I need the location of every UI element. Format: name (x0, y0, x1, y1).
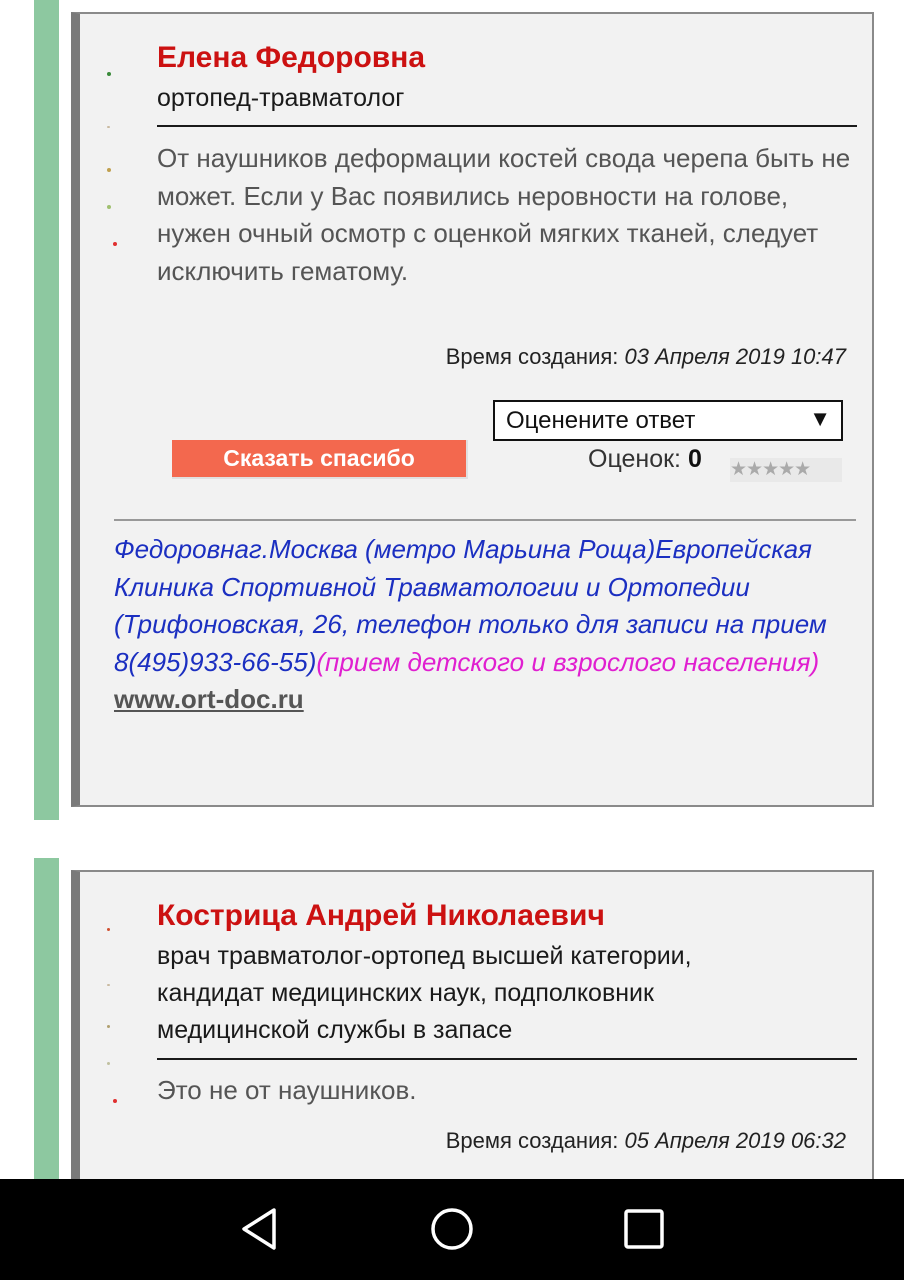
decor-dot (107, 205, 111, 209)
recents-icon[interactable] (619, 1204, 669, 1254)
decor-dot (107, 1062, 110, 1065)
rate-answer-select[interactable] (493, 400, 843, 441)
clinic-address-text: Федоровнаг.Москва (метро Марьина Роща)Европейская Клиника Спортивной Травматологии и Ортопедии (Трифоновская, 26, телефон только для записи на прием 8(495)933-66-55) (114, 534, 827, 677)
decor-dot (107, 168, 111, 172)
answer-text: Это не от наушников. (157, 1075, 417, 1105)
comment-card (71, 12, 874, 807)
star-rating-icon[interactable]: ★★★★★ (730, 458, 842, 482)
divider (157, 125, 857, 127)
author-name[interactable]: Елена Федоровна (157, 41, 426, 74)
author-role: ортопед-травматолог (157, 84, 405, 112)
home-icon[interactable] (427, 1204, 477, 1254)
comment-card (71, 870, 874, 1200)
created-label: Время создания: (445, 1128, 619, 1153)
chevron-down-icon: ▼ (809, 406, 831, 431)
green-side-bar (34, 0, 59, 820)
divider (157, 1058, 857, 1060)
ratings-count (588, 445, 702, 474)
author-name[interactable]: Кострица Андрей Николаевич (157, 899, 605, 932)
back-icon[interactable] (235, 1204, 285, 1254)
decor-dot (113, 1099, 117, 1103)
created-value: 05 Апреля 2019 06:32 (624, 1128, 846, 1153)
created-label: Время создания: (445, 344, 619, 369)
created-value: 03 Апреля 2019 10:47 (624, 344, 846, 369)
decor-dot (107, 126, 110, 128)
decor-dot (107, 72, 111, 76)
divider (114, 519, 856, 521)
decor-dot (113, 242, 117, 246)
website-link[interactable]: www.ort-doc.ru (114, 684, 304, 714)
system-navigation-bar (0, 1179, 904, 1280)
green-side-bar (34, 858, 59, 1179)
ratings-label: Оценок: (588, 445, 681, 473)
decor-dot (107, 1025, 110, 1028)
say-thanks-button[interactable]: Сказать спасибо (172, 440, 468, 479)
rate-select-label: Оценените ответ (506, 407, 696, 434)
decor-dot (107, 928, 110, 931)
ratings-value: 0 (687, 445, 702, 473)
clinic-address (114, 531, 836, 719)
decor-dot (107, 984, 110, 986)
created-time (446, 1128, 846, 1154)
answer-text: От наушников деформации костей свода черепа быть не может. Если у Вас появились неровности на голове, нужен очный осмотр с оценкой мягких тканей, следует исключить гематому. (157, 143, 851, 286)
clinic-address-note: (прием детского и взрослого населения) (316, 646, 820, 677)
author-role: врач травматолог-ортопед высшей категории, кандидат медицинских наук, подполковник медицинской службы в запасе (157, 942, 692, 1044)
created-time (446, 344, 846, 370)
